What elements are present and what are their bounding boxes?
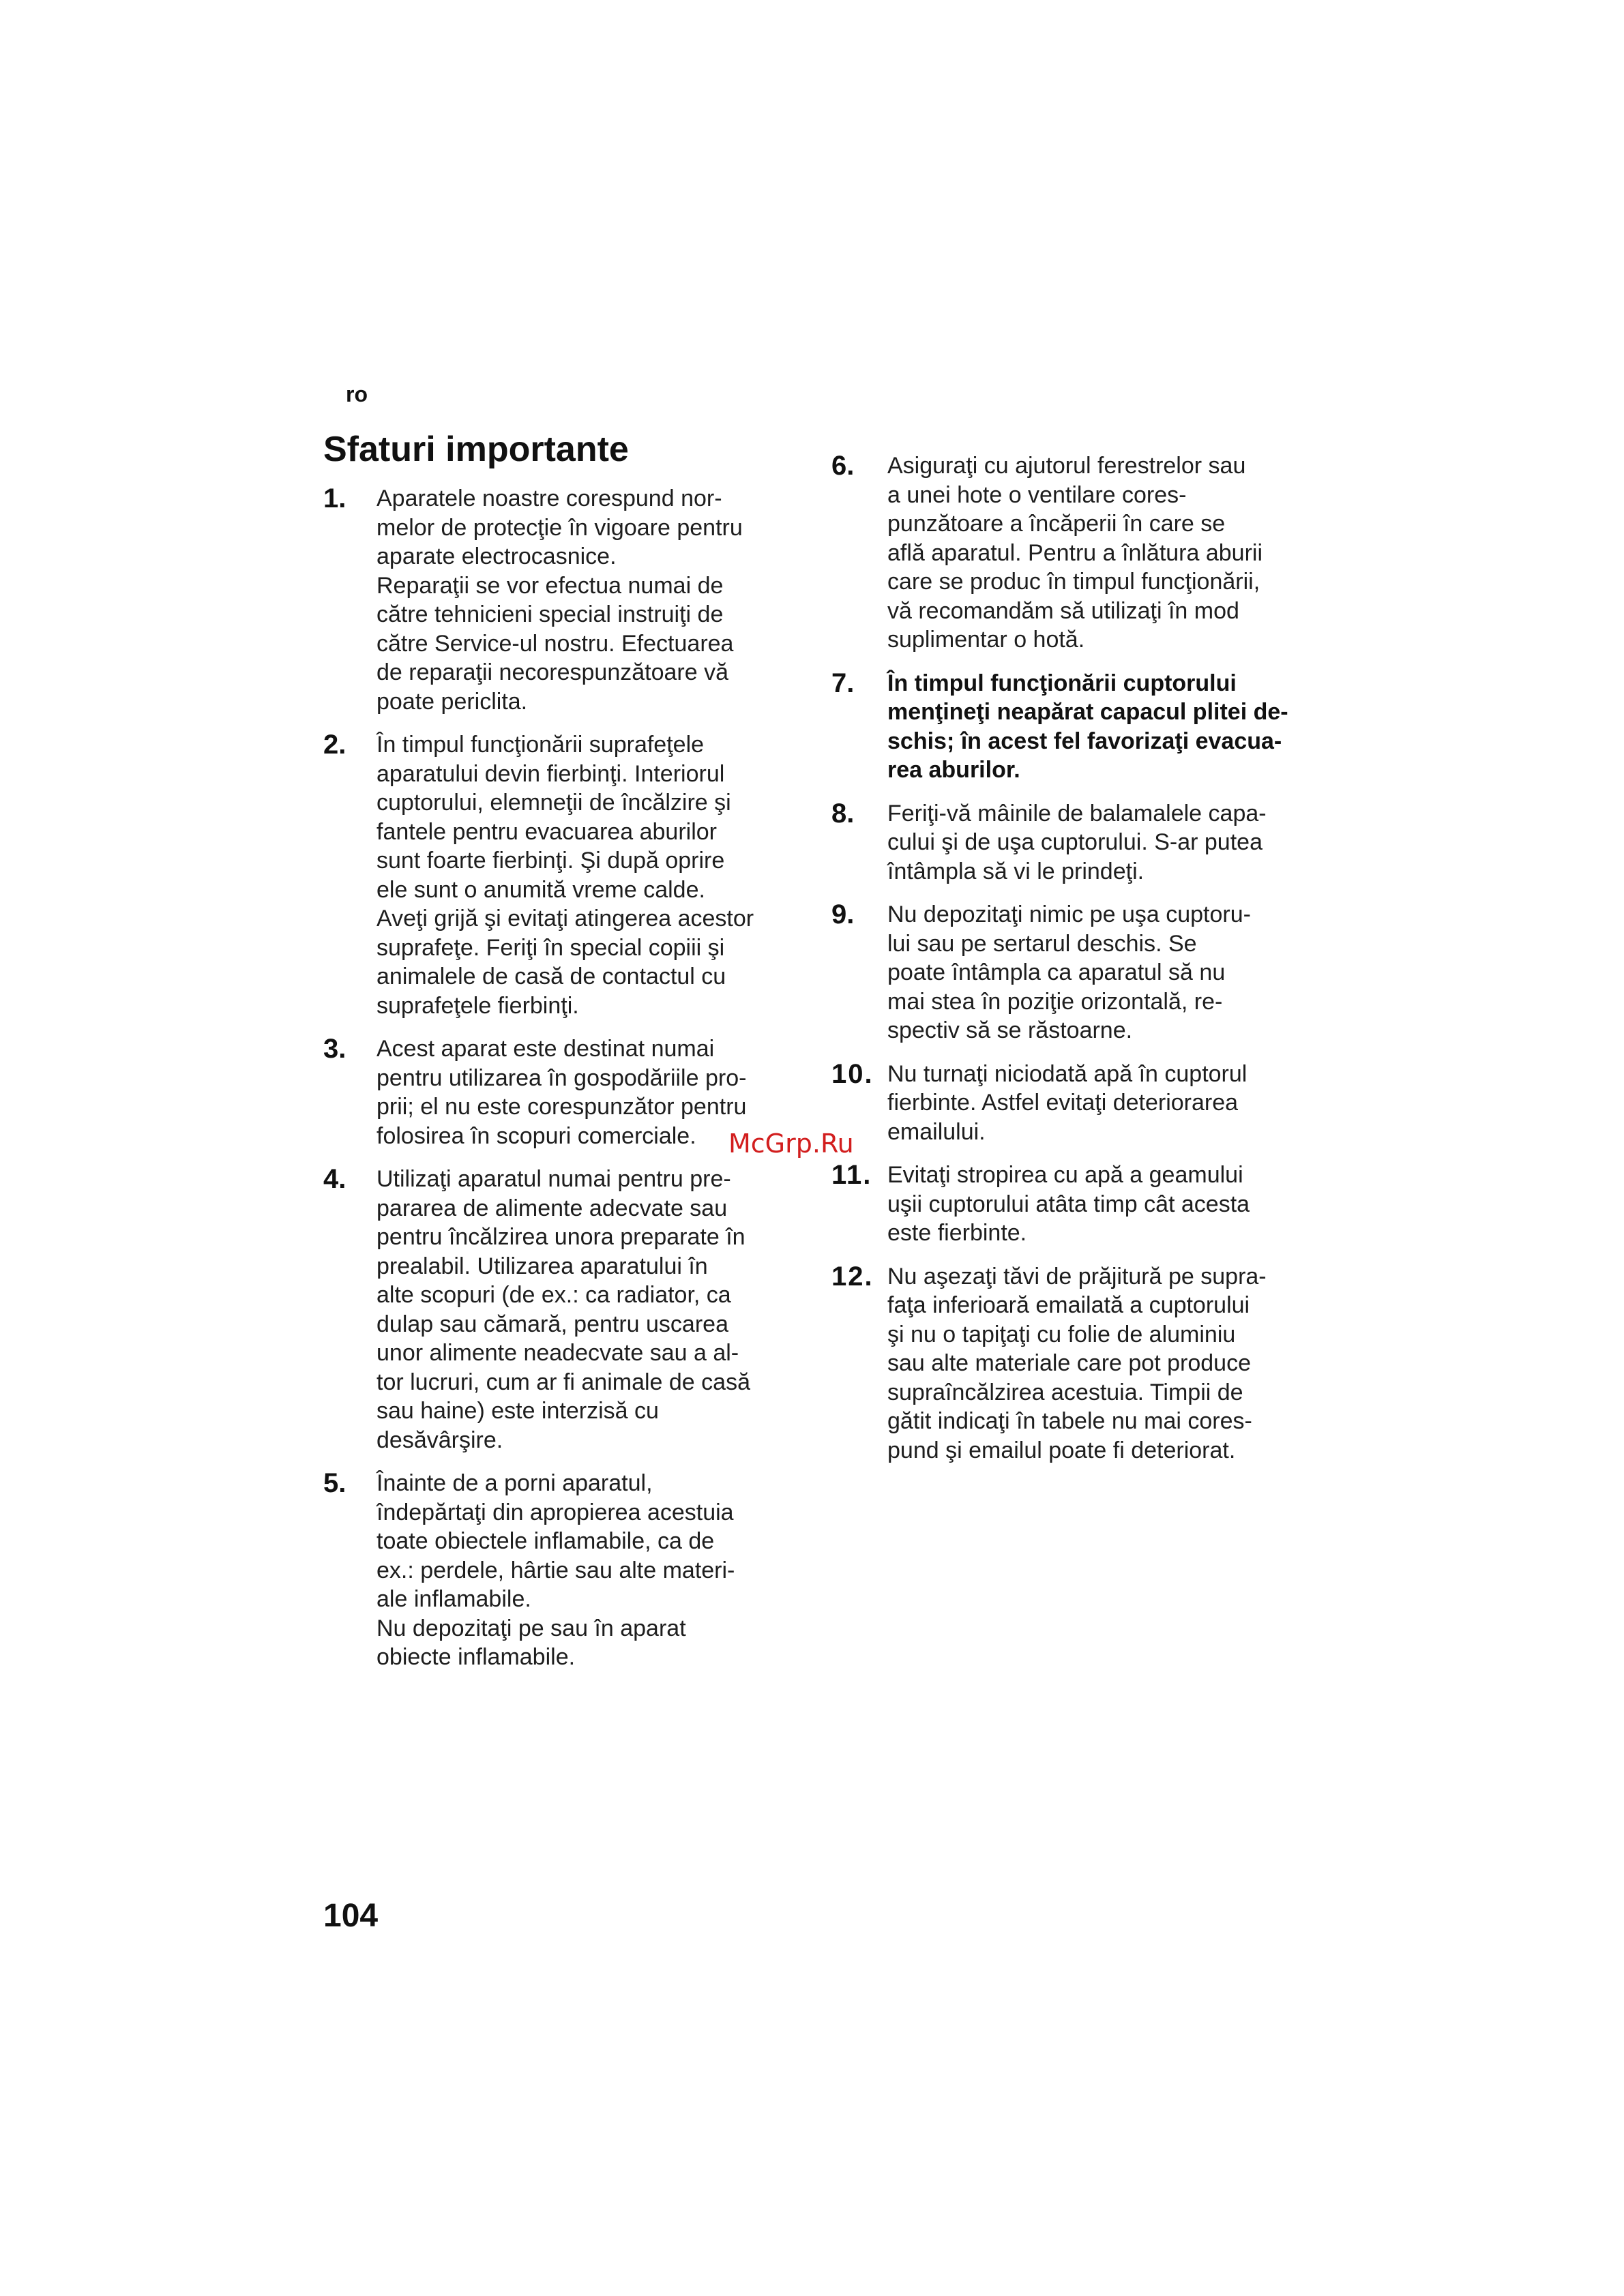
- item-text-line: Evitaţi stropirea cu apă a geamului: [887, 1162, 1243, 1188]
- item-text-line: menţineţi neapărat capacul plitei de-: [887, 699, 1288, 725]
- item-text-line: În timpul funcţionării cuptorului: [887, 670, 1237, 696]
- item-text-line: animalele de casă de contactul cu: [377, 964, 726, 989]
- item-number: 4.: [323, 1164, 346, 1194]
- item-text-line: cului şi de uşa cuptorului. S-ar putea: [887, 829, 1263, 855]
- item-number: 9.: [831, 899, 855, 929]
- item-number: 11.: [831, 1160, 872, 1190]
- item-text-line: către Service-ul nostru. Efectuarea: [377, 630, 734, 657]
- item-number: 6.: [831, 451, 855, 481]
- item-text-line: spectiv să se răstoarne.: [887, 1017, 1133, 1043]
- item-text-line: Nu depozitaţi nimic pe uşa cuptoru-: [887, 901, 1251, 927]
- item-text-line: vă recomandăm să utilizaţi în mod: [887, 597, 1239, 624]
- item-text-line: către tehnicieni special instruiţi de: [377, 601, 724, 627]
- item-text-line: emailului.: [887, 1118, 986, 1145]
- item-text-line: Aparatele noastre corespund nor-: [377, 486, 722, 511]
- list-item: [831, 900, 1350, 1045]
- item-number: 7.: [831, 668, 855, 698]
- item-text-line: ele sunt o anumită vreme calde.: [377, 876, 705, 903]
- item-text-line: faţa inferioară emailată a cuptorului: [887, 1292, 1250, 1318]
- item-text-line: toate obiectele inflamabile, ca de: [377, 1528, 715, 1554]
- item-text-line: Nu depozitaţi pe sau în aparat: [377, 1615, 686, 1641]
- language-code: ro: [346, 382, 368, 406]
- item-text: [887, 1060, 1247, 1147]
- list-item: [323, 1165, 814, 1455]
- list-item: [831, 1262, 1350, 1465]
- item-text-line: care se produc în timpul funcţionării,: [887, 569, 1260, 595]
- item-text-line: melor de protecţie în vigoare pentru: [377, 514, 743, 541]
- item-text-line: aparatului devin fierbinţi. Interiorul: [377, 760, 725, 787]
- item-text: [887, 799, 1267, 886]
- item-number: 5.: [323, 1468, 346, 1498]
- item-text-line: obiecte inflamabile.: [377, 1644, 576, 1670]
- page-number: 104: [323, 1898, 379, 1934]
- item-text-line: află aparatul. Pentru a înlătura aburii: [887, 539, 1263, 566]
- item-text-line: rea aburilor.: [887, 757, 1020, 783]
- item-text-line: a unei hote o ventilare cores-: [887, 481, 1187, 508]
- right-column: [831, 451, 1350, 1479]
- item-text-line: În timpul funcţionării suprafeţele: [377, 732, 705, 758]
- item-text-line: şi nu o tapiţaţi cu folie de aluminiu: [887, 1321, 1236, 1347]
- item-text-line: prealabil. Utilizarea aparatului în: [377, 1253, 708, 1279]
- item-text-line: pentru încălzirea unora preparate în: [377, 1224, 745, 1250]
- item-text-line: punzătoare a încăperii în care se: [887, 511, 1226, 537]
- item-text-line: pund şi emailul poate fi deteriorat.: [887, 1437, 1236, 1463]
- item-number: 8.: [831, 798, 855, 829]
- item-text-line: fantele pentru evacuarea aburilor: [377, 818, 717, 845]
- item-text-line: întâmpla să vi le prindeţi.: [887, 858, 1145, 884]
- item-text-line: gătit indicaţi în tabele nu mai cores-: [887, 1408, 1252, 1434]
- item-text-line: tor lucruri, cum ar fi animale de casă: [377, 1369, 750, 1395]
- item-text: [377, 1034, 746, 1150]
- list-item: [323, 1469, 814, 1672]
- list-item: [323, 730, 814, 1020]
- page-title: Sfaturi importante: [323, 430, 629, 469]
- item-text-line: ex.: perdele, hârtie sau alte materi-: [377, 1557, 735, 1583]
- item-number: 10.: [831, 1058, 874, 1089]
- item-number: 2.: [323, 730, 346, 760]
- item-text-line: schis; în acest fel favorizaţi evacua-: [887, 728, 1282, 754]
- item-text-line: supraîncălzirea acestuia. Timpii de: [887, 1379, 1243, 1405]
- item-text-line: îndepărtaţi din apropierea acestuia: [377, 1499, 734, 1525]
- item-text-line: suplimentar o hotă.: [887, 627, 1085, 653]
- item-text-line: sau alte materiale care pot produce: [887, 1350, 1251, 1376]
- item-text-line: suprafeţe. Feriţi în special copiii şi: [377, 934, 725, 961]
- item-text-line: dulap sau cămară, pentru uscarea: [377, 1311, 728, 1337]
- item-text-line: uşii cuptorului atâta timp cât acesta: [887, 1191, 1250, 1217]
- list-item: [831, 451, 1350, 655]
- item-text-line: Înainte de a porni aparatul,: [377, 1470, 653, 1496]
- item-text: [377, 730, 754, 1020]
- item-text-line: pentru utilizarea în gospodăriile pro-: [377, 1064, 747, 1091]
- item-text-line: desăvârşire.: [377, 1427, 503, 1453]
- item-text-line: Feriţi-vă mâinile de balamalele capa-: [887, 800, 1267, 826]
- item-text: [887, 900, 1251, 1045]
- item-text-line: sau haine) este interzisă cu: [377, 1398, 659, 1424]
- item-text: [887, 1262, 1267, 1465]
- item-text-line: poate întâmpla ca aparatul să nu: [887, 959, 1226, 985]
- watermark-text: McGrp.Ru: [728, 1129, 854, 1159]
- list-item: [323, 484, 814, 716]
- item-number: 12.: [831, 1261, 874, 1292]
- item-text: [377, 1469, 735, 1672]
- item-text: [887, 1161, 1250, 1248]
- item-text-line: unor alimente neadecvate sau a al-: [377, 1340, 739, 1366]
- list-item: [831, 669, 1350, 785]
- item-text-line: Asiguraţi cu ajutorul ferestrelor sau: [887, 453, 1246, 479]
- item-text-line: de reparaţii necorespunzătoare vă: [377, 659, 728, 685]
- item-text-line: lui sau pe sertarul deschis. Se: [887, 930, 1197, 957]
- list-item: [831, 1161, 1350, 1248]
- item-text-line: Reparaţii se vor efectua numai de: [377, 572, 724, 599]
- item-text-line: pararea de alimente adecvate sau: [377, 1195, 728, 1221]
- item-text-line: suprafeţele fierbinţi.: [377, 992, 579, 1019]
- item-text: [377, 484, 743, 716]
- item-text-line: mai stea în poziţie orizontală, re-: [887, 988, 1223, 1015]
- item-text-line: ale inflamabile.: [377, 1586, 531, 1612]
- item-text-line: sunt foarte fierbinţi. Şi după oprire: [377, 848, 725, 874]
- item-text-line: prii; el nu este corespunzător pentru: [377, 1094, 747, 1120]
- list-item: [831, 799, 1350, 886]
- item-text-line: fierbinte. Astfel evitaţi deteriorarea: [887, 1090, 1239, 1116]
- item-text-line: este fierbinte.: [887, 1220, 1027, 1246]
- item-text-line: Aveţi grijă şi evitaţi atingerea acestor: [377, 906, 754, 931]
- left-column: [323, 484, 814, 1686]
- list-item: [831, 1060, 1350, 1147]
- item-text: [887, 451, 1263, 655]
- item-text: [887, 669, 1288, 785]
- item-text-line: Acest aparat este destinat numai: [377, 1036, 715, 1062]
- item-text: [377, 1165, 750, 1455]
- item-text-line: poate periclita.: [377, 688, 528, 715]
- item-text-line: cuptorului, elemneţii de încălzire şi: [377, 790, 731, 816]
- item-number: 3.: [323, 1034, 346, 1064]
- item-text-line: alte scopuri (de ex.: ca radiator, ca: [377, 1282, 731, 1308]
- item-text-line: Nu aşezaţi tăvi de prăjitură pe supra-: [887, 1263, 1267, 1289]
- item-text-line: aparate electrocasnice.: [377, 543, 617, 569]
- item-number: 1.: [323, 483, 346, 513]
- item-text-line: folosirea în scopuri comerciale.: [377, 1122, 696, 1149]
- item-text-line: Utilizaţi aparatul numai pentru pre-: [377, 1166, 731, 1192]
- item-text-line: Nu turnaţi niciodată apă în cuptorul: [887, 1060, 1247, 1087]
